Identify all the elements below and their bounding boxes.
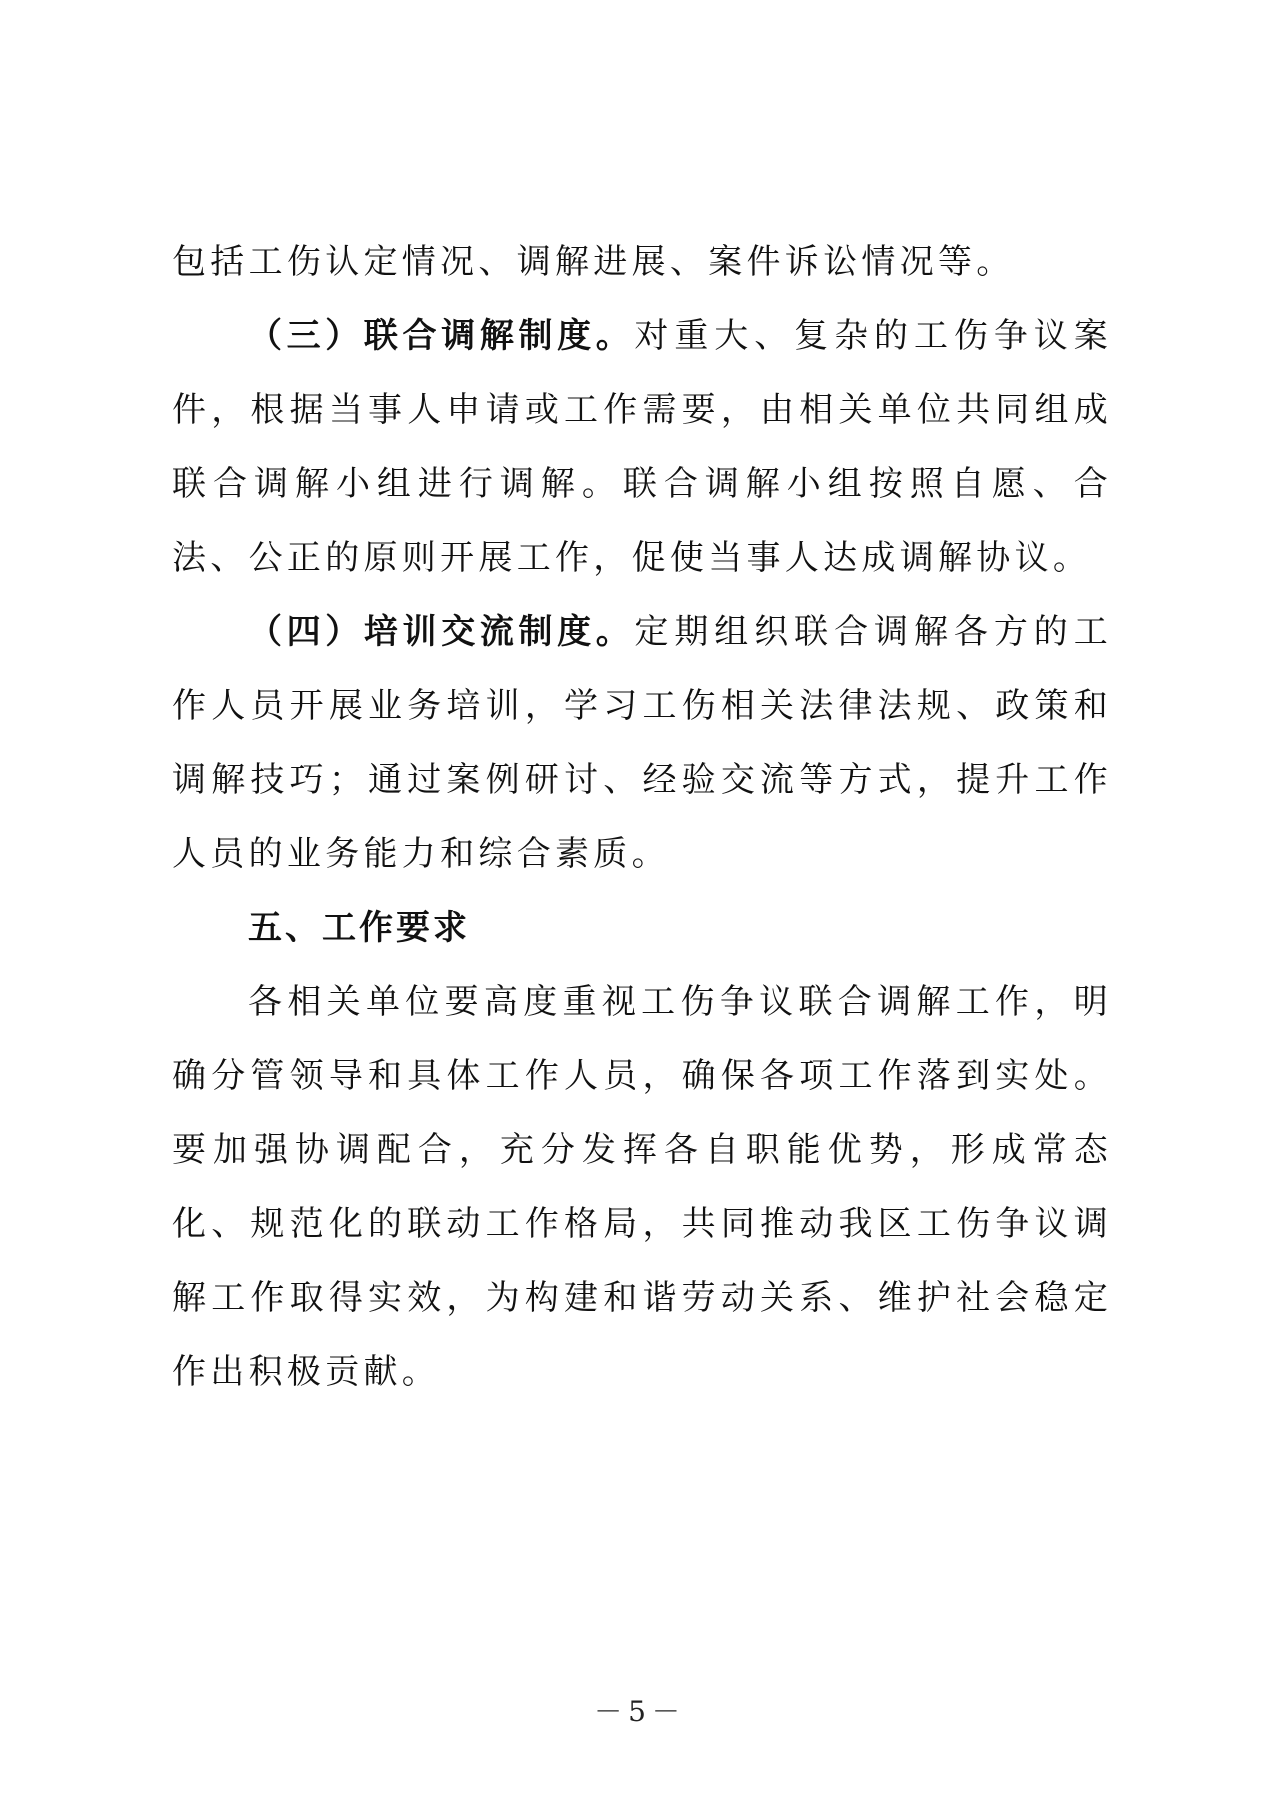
joint-mediation-text: 对重大、复杂的工伤争议案件，根据当事人申请或工作需要，由相关单位共同组成联合调解小组进行调解。联合调解小组按照自愿、合法、公正的原则开展工作，促使当事人达成调解协议。 <box>172 316 1113 578</box>
section-heading: 五、工作要求 <box>248 908 470 948</box>
joint-mediation-heading: （三）联合调解制度。 <box>248 316 635 356</box>
document-body <box>172 225 1112 1409</box>
joint-mediation-paragraph <box>172 299 1112 595</box>
continued-paragraph <box>172 225 1112 299</box>
training-exchange-heading: （四）培训交流制度。 <box>248 612 635 652</box>
work-requirements-paragraph: 各相关单位要高度重视工伤争议联合调解工作，明确分管领导和具体工作人员，确保各项工作落到实处。要加强协调配合，充分发挥各自职能优势，形成常态化、规范化的联动工作格局，共同推动我区工伤争议调解工作取得实效，为构建和谐劳动关系、维护社会稳定作出积极贡献。 <box>172 982 1112 1392</box>
training-exchange-text: 定期组织联合调解各方的工作人员开展业务培训，学习工伤相关法律法规、政策和调解技巧；通过案例研讨、经验交流等方式，提升工作人员的业务能力和综合素质。 <box>172 612 1113 874</box>
training-exchange-paragraph <box>172 595 1112 891</box>
continued-paragraph-text: 包括工伤认定情况、调解进展、案件诉讼情况等。 <box>172 242 1015 282</box>
page-number: －5－ <box>594 1695 686 1728</box>
